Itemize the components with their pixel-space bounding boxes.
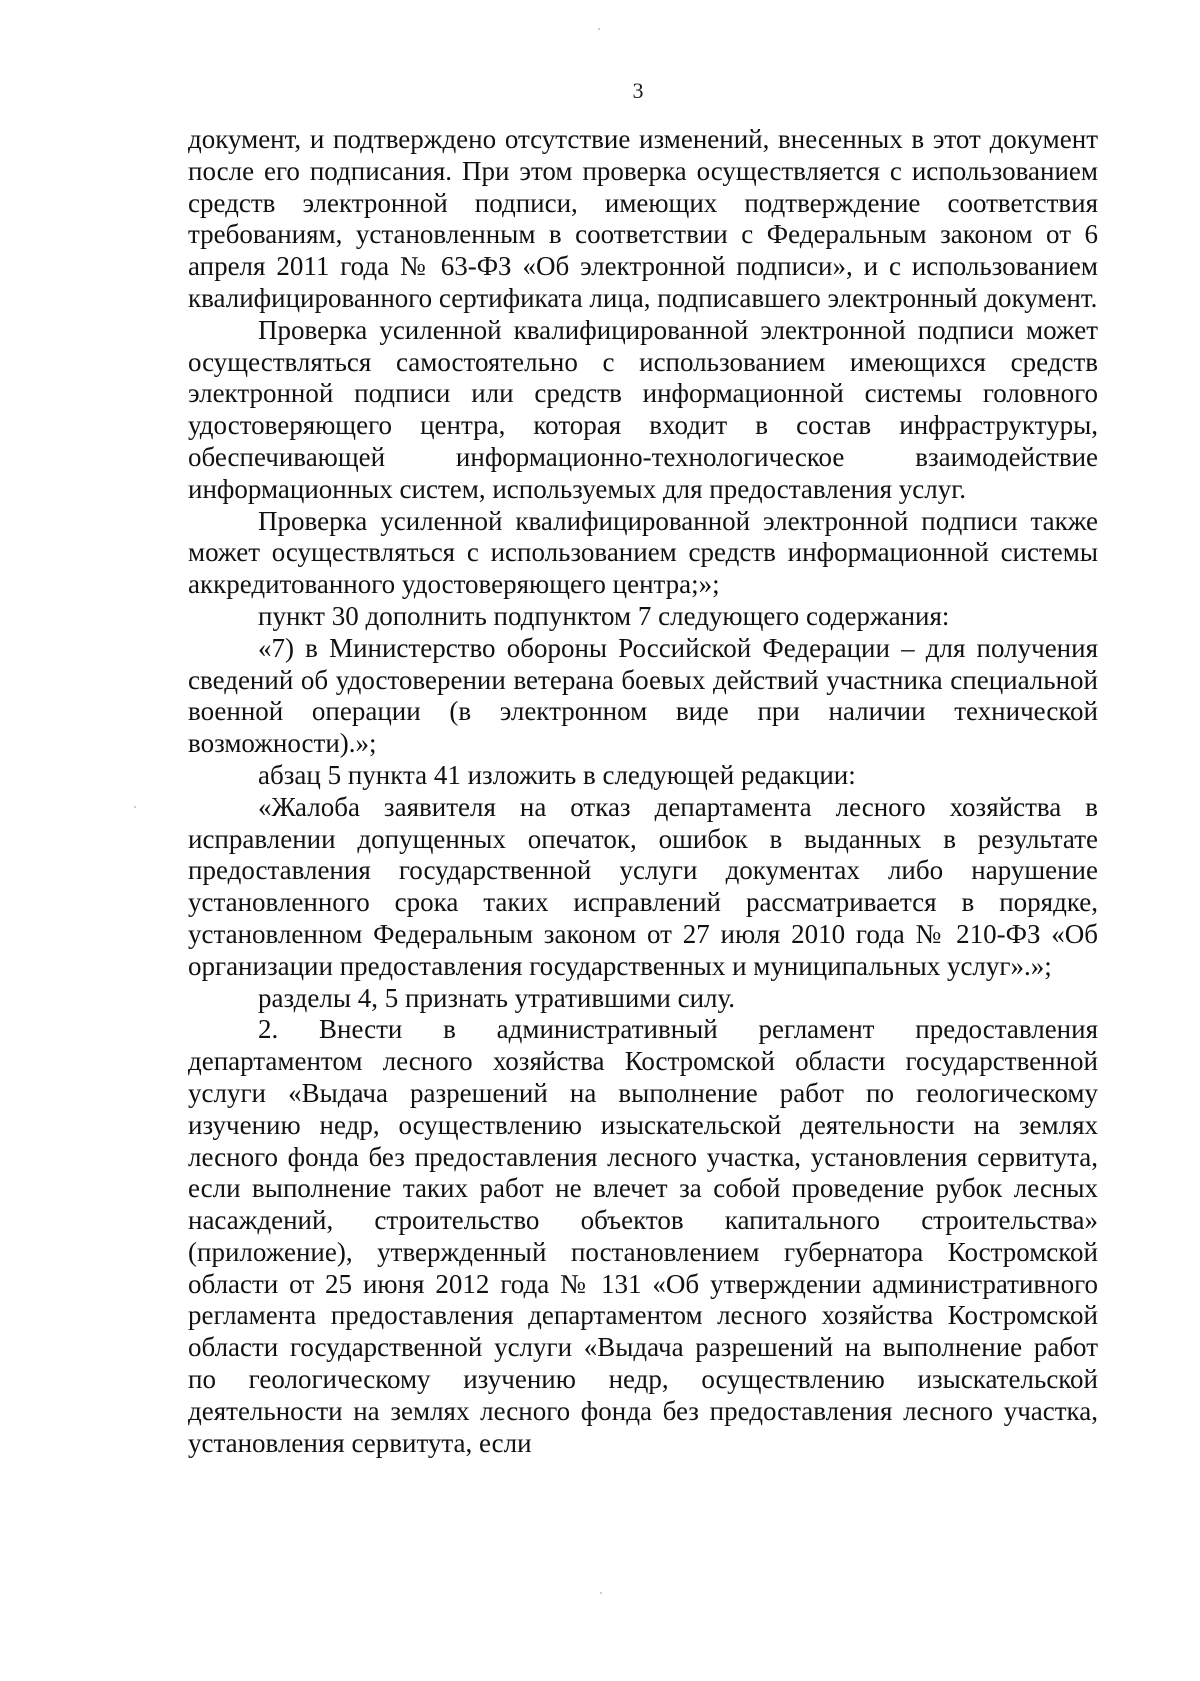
scan-speck bbox=[598, 28, 600, 30]
paragraph-sections-repealed: разделы 4, 5 признать утратившими силу. bbox=[258, 982, 736, 1013]
scan-speck bbox=[134, 806, 136, 808]
document-body bbox=[188, 124, 1098, 1459]
paragraph-item-41-amendment: абзац 5 пункта 41 изложить в следующей редакции: bbox=[258, 759, 856, 790]
paragraph-complaint-text: «Жалоба заявителя на отказ департамента лесного хозяйства в исправлении допущенных опечаток, ошибок в выданных в результате предоставления государственной услуги документах либо нарушение установленного срока таких исправлений рассматривается в порядке, установленном Федеральным законом от 27 июля 2010 года № 210-ФЗ «Об организации предоставления государственных и муниципальных услуг».»; bbox=[188, 791, 1098, 981]
paragraph-signature-verification: документ, и подтверждено отсутствие изменений, внесенных в этот документ после его подписания. При этом проверка осуществляется с использованием средств электронной подписи, имеющих подтверждение соответствия требованиям, установленным в соответствии с Федеральным законом от 6 апреля 2011 года № 63-ФЗ «Об электронной подписи», и с использованием квалифицированного сертификата лица, подписавшего электронный документ. bbox=[188, 124, 1098, 313]
paragraph-item-30-amendment: пункт 30 дополнить подпунктом 7 следующего содержания: bbox=[258, 600, 950, 631]
paragraph-accredited-center-check: Проверка усиленной квалифицированной электронной подписи также может осуществляться с использованием средств информационной системы аккредитованного удостоверяющего центра;»; bbox=[188, 505, 1098, 600]
paragraph-point-2-amendments: 2. Внести в административный регламент предоставления департаментом лесного хозяйства Костромской области государственной услуги «Выдача разрешений на выполнение работ по геологическому изучению недр, осуществлению изыскательской деятельности на землях лесного фонда без предоставления лесного участка, установления сервитута, если выполнение таких работ не влечет за собой проведение рубок лесных насаждений, строительство объектов капитального строительства» (приложение), утвержденный постановлением губернатора Костромской области от 25 июня 2012 года № 131 «Об утверждении административного регламента предоставления департаментом лесного хозяйства Костромской области государственной услуги «Выдача разрешений на выполнение работ по геологическому изучению недр, осуществлению изыскательской деятельности на землях лесного фонда без предоставления лесного участка, установления сервитута, если bbox=[188, 1014, 1098, 1458]
page-number: 3 bbox=[632, 78, 644, 103]
scan-speck bbox=[600, 1592, 602, 1594]
paragraph-subitem-7-text: «7) в Министерство обороны Российской Федерации – для получения сведений об удостоверении ветерана боевых действий участника специальной военной операции (в электронном виде при наличии технической возможности).»; bbox=[188, 632, 1098, 759]
paragraph-qualified-signature-check: Проверка усиленной квалифицированной электронной подписи может осуществляться самостоятельно с использованием имеющихся средств электронной подписи или средств информационной системы головного удостоверяющего центра, которая входит в состав инфраструктуры, обеспечивающей информационно-технологическое взаимодействие информационных систем, используемых для предоставления услуг. bbox=[188, 314, 1098, 504]
